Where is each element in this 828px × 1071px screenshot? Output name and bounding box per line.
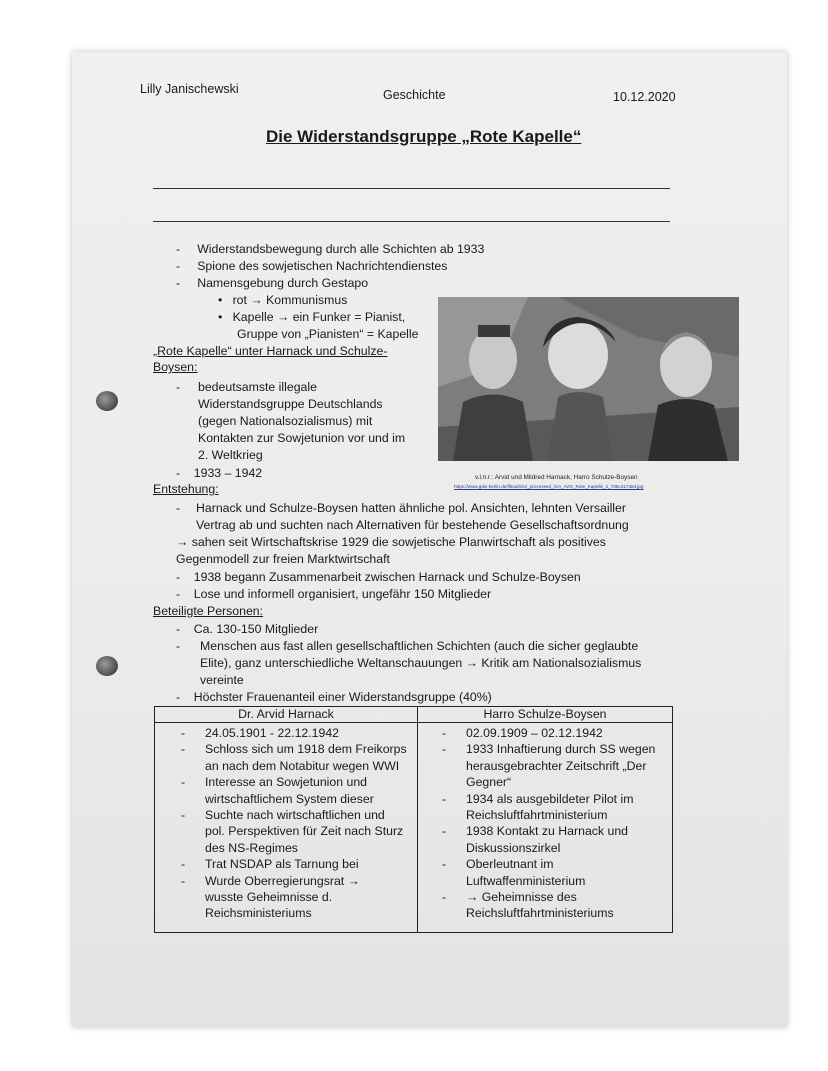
intro-item: - Widerstandsbewegung durch alle Schichten ab 1933 — [176, 242, 485, 256]
text-line: Gegenmodell zur freien Marktwirtschaft — [176, 552, 390, 566]
list-dash: - — [176, 639, 181, 653]
list-item: - 1933 Inhaftierung durch SS wegen herausgebrachter Zeitschrift „Der Gegner“ — [442, 742, 656, 790]
intro-text: Namensgebung durch Gestapo — [197, 276, 369, 290]
list-item: - → Geheimnisse des Reichsluftfahrtministeriums — [442, 890, 614, 921]
text-line: 1938 begann Zusammenarbeit zwischen Harnack und Schulze-Boysen — [193, 570, 581, 584]
table-row — [155, 723, 673, 933]
intro-text: Spione des sowjetischen Nachrichtendienstes — [197, 259, 448, 273]
naming-item: • rot → Kommunismus — [218, 293, 348, 307]
writing-line — [153, 188, 670, 189]
historic-photo — [438, 297, 739, 461]
author-name: Lilly Janischewski — [140, 82, 239, 96]
text-line: Lose und informell organisiert, ungefähr 150 Mitglieder — [193, 587, 492, 601]
section-heading: Beteiligte Personen: — [153, 604, 264, 618]
list-item: - Oberleutnant im Luftwaffenministerium — [442, 857, 586, 888]
intro-text: Widerstandsbewegung durch alle Schichten ab 1933 — [197, 242, 485, 256]
table-header-cell: Harro Schulze-Boysen — [418, 707, 673, 723]
text-line: 2. Weltkrieg — [198, 448, 263, 462]
text-line: Ca. 130-150 Mitglieder — [193, 622, 319, 636]
punch-hole — [96, 391, 118, 411]
naming-item: • Kapelle → ein Funker = Pianist, — [218, 310, 406, 324]
text-line: vereinte — [200, 673, 244, 687]
list-item: - Trat NSDAP als Tarnung bei — [181, 857, 359, 872]
text-line: Kontakten zur Sowjetunion vor und im — [198, 431, 406, 445]
harnack-item: - 1933 – 1942 — [176, 466, 263, 480]
text-line: 1933 – 1942 — [193, 466, 263, 480]
table-header-row — [155, 707, 673, 723]
list-item: - Suchte nach wirtschaftlichen und pol. Perspektiven für Zeit nach Sturz des NS-Regimes — [181, 808, 404, 855]
section-heading: „Rote Kapelle“ unter Harnack und Schulze- — [153, 344, 388, 358]
text-line: Vertrag ab und suchten nach Alternativen für bestehende Gesellschaftsordnung — [196, 518, 629, 532]
text-line: Menschen aus fast allen gesellschaftlichen Schichten (auch die sicher geglaubte — [200, 639, 639, 653]
list-item: - Schloss sich um 1918 dem Freikorps an nach dem Notabitur wegen WWI — [181, 742, 407, 773]
beteiligte-item: - Höchster Frauenanteil einer Widerstandsgruppe (40%) — [176, 690, 492, 704]
punch-hole — [96, 656, 118, 676]
text-line: Widerstandsgruppe Deutschlands — [198, 397, 383, 411]
comparison-table — [154, 706, 673, 933]
list-item: - 1934 als ausgebildeter Pilot im Reichsluftfahrtministerium — [442, 791, 634, 823]
list-dash: - — [176, 501, 181, 515]
date-label: 10.12.2020 — [613, 90, 676, 104]
text-line: Elite), ganz unterschiedliche Weltanschauungen → Kritik am Nationalsozialismus — [200, 656, 642, 670]
table-cell-schulze-boysen — [418, 723, 673, 933]
list-item: - 02.09.1909 – 02.12.1942 — [442, 726, 603, 740]
intro-item: - Spione des sowjetischen Nachrichtendienstes — [176, 259, 448, 273]
table-header-cell: Dr. Arvid Harnack — [155, 707, 418, 723]
entstehung-item: - 1938 begann Zusammenarbeit zwischen Harnack und Schulze-Boysen — [176, 570, 581, 584]
page-title: Die Widerstandsgruppe „Rote Kapelle“ — [266, 127, 582, 146]
beteiligte-item: - Ca. 130-150 Mitglieder — [176, 622, 319, 636]
text-line: Höchster Frauenanteil einer Widerstandsgruppe (40%) — [193, 690, 492, 704]
list-item: - 24.05.1901 - 22.12.1942 — [181, 726, 340, 740]
text-line: bedeutsamste illegale — [198, 380, 317, 394]
text-line: Harnack und Schulze-Boysen hatten ähnliche pol. Ansichten, lehnten Versailler — [196, 501, 626, 515]
section-heading: Entstehung: — [153, 482, 219, 496]
subject-label: Geschichte — [383, 88, 446, 102]
photo-source-link[interactable]: https://www.gdw-berlin.de/fileadmin/_processed_/cm_AVG_Rote_Kapelle_2_735c4173ed.jpg — [454, 484, 644, 489]
naming-text: Kapelle → ein Funker = Pianist, — [232, 310, 406, 324]
text-line: (gegen Nationalsozialismus) mit — [198, 414, 373, 428]
list-item: - 1938 Kontakt zu Harnack und Diskussionszirkel — [442, 824, 629, 855]
entstehung-item — [196, 500, 629, 534]
section-heading: Boysen: — [153, 360, 198, 374]
beteiligte-item — [200, 638, 641, 689]
writing-line — [153, 221, 670, 222]
list-item: - Wurde Oberregierungsrat → wusste Geheimnisse d. Reichsministeriums — [181, 873, 360, 921]
naming-text: rot → Kommunismus — [232, 293, 348, 307]
photo-illustration — [438, 297, 739, 461]
text-line: → sahen seit Wirtschaftskrise 1929 die sowjetische Planwirtschaft als positives — [176, 535, 606, 549]
list-item: - Interesse an Sowjetunion und wirtschaftlichem System dieser — [181, 775, 374, 806]
photo-caption: v.l.n.r.: Arvid und Mildred Harnack, Harro Schulze-Boysen — [475, 474, 638, 481]
harnack-item — [198, 379, 405, 464]
entstehung-item — [176, 534, 606, 568]
intro-item: - Namensgebung durch Gestapo — [176, 276, 369, 290]
list-dash: - — [176, 380, 181, 394]
naming-text: Gruppe von „Pianisten“ = Kapelle — [237, 327, 419, 341]
entstehung-item: - Lose und informell organisiert, ungefähr 150 Mitglieder — [176, 587, 492, 601]
table-cell-harnack — [155, 723, 418, 933]
